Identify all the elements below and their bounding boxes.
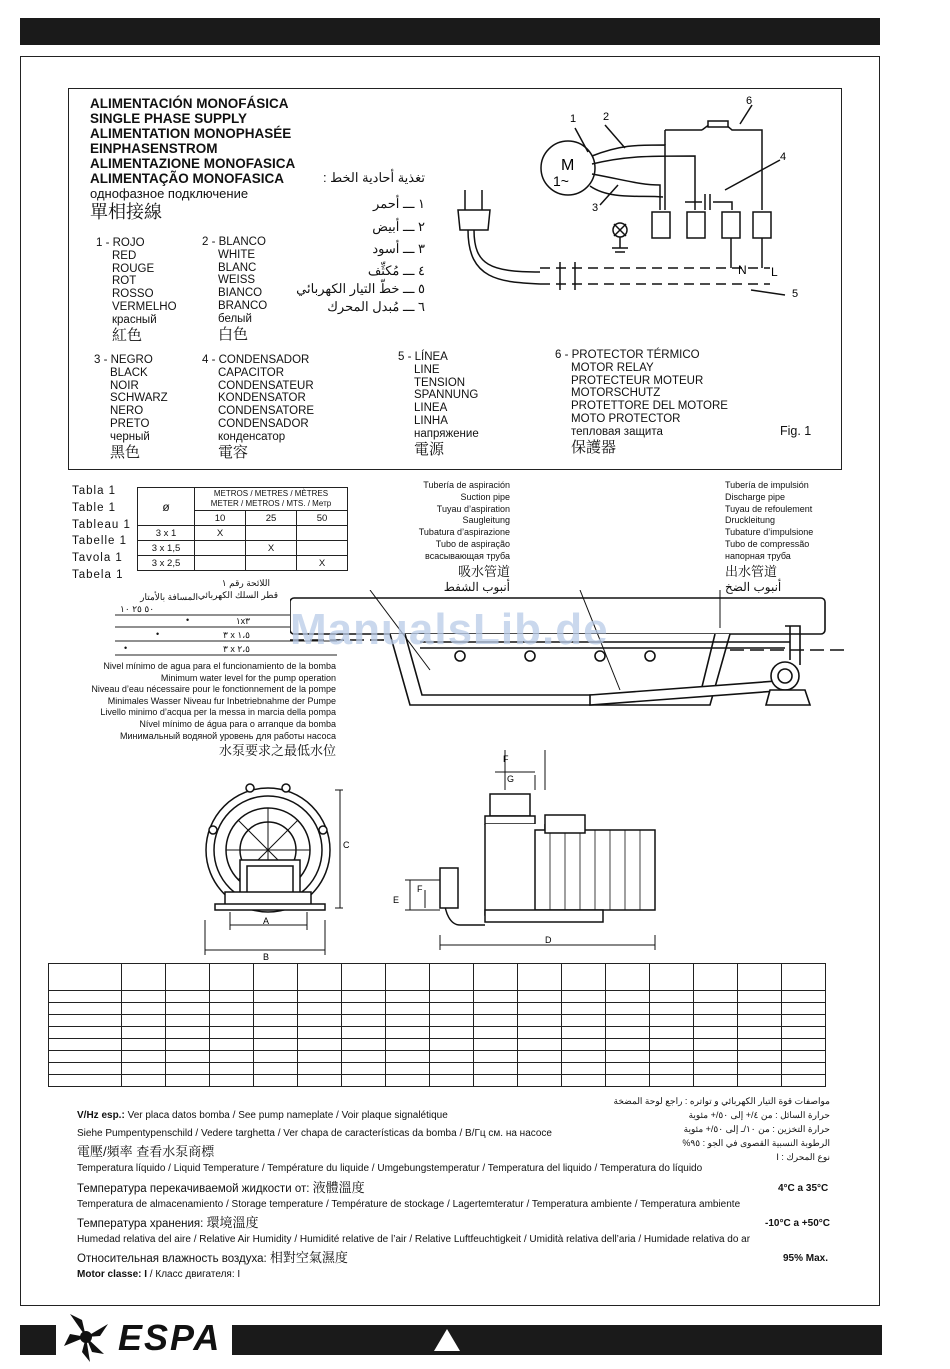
table-row [49, 1015, 826, 1027]
espa-logo-icon [60, 1310, 112, 1364]
ar-item-4: ٤ ـــ مُكثِّف [367, 263, 425, 278]
title-fr: ALIMENTATION MONOPHASÉE [90, 126, 292, 141]
table1-col-50: 50 [297, 511, 348, 526]
ar-item-2: ٢ ـــ أبيض [372, 219, 425, 234]
ar-item-3: ٣ ـــ أسود [372, 241, 425, 256]
table-row: 3 x 1,5 X [138, 541, 348, 556]
table-row [49, 1003, 826, 1015]
ar-item-5: ٥ ـــ خطّ التيار الكهربائي [296, 281, 425, 296]
legend-capacitor: 4 - CONDENSADOR CAPACITOR CONDENSATEUR KONDENSATOR CONDENSATORE CONDENSADOR конденсатор 電容 [202, 354, 315, 461]
spec-liquid: Temperatura líquido / Liquid Temperature / Température du liquide / Umgebungstemperatur / Temperatura del liquido / Temperatura do líquido [77, 1163, 703, 1174]
callout-1: 1 [570, 113, 577, 125]
title-es: ALIMENTACIÓN MONOFÁSICA [90, 96, 289, 111]
suction-pipe-labels: Tubería de aspiración Suction pipe Tuyau d’aspiration Saugleitung Tubatura d’aspirazione Tubo de aspiração всасывающая труба 吸水管道 أنبوب الشفط [418, 480, 510, 594]
terminal-l: L [771, 265, 778, 279]
spec-storage-value: -10°C a +50°C [765, 1218, 830, 1229]
table1-ar-cols: ٥٠ ٢٥ ١٠ [120, 604, 155, 614]
spec-humidity: Humedad relativa del aire / Relative Air Humidity / Humidité relative de l’air / Relative Luftfeuchtigkeit / Umidità relativa dell’aria / Humidade relativa do ar [77, 1234, 751, 1245]
motor-phase: 1~ [553, 173, 569, 189]
table-row [49, 1075, 826, 1087]
table1-ar-title: اللائحة رقم ١ [221, 578, 270, 588]
table-row [49, 1063, 826, 1075]
ar-item-6: ٦ ـــ مُبدل المحرك [327, 299, 425, 314]
title-zh: 單相接線 [90, 202, 162, 222]
spec-vhz: V/Hz esp.: Ver placa datos bomba / See pump nameplate / Voir plaque signalétique [77, 1110, 448, 1121]
legend-line: 5 - LÍNEA LINE TENSION SPANNUNG LINEA LINHA напряжение 電源 [398, 351, 479, 458]
discharge-pipe-labels: Tubería de impulsión Discharge pipe Tuyau de refoulement Druckleitung Tubature d’impulsione Tubo de compressão напорная труба 出水管道 أنبوب الضخ [725, 480, 814, 594]
table1-ar-row-3: ٢،٥ x ٣ [223, 644, 250, 654]
table-row: 3 x 2,5 X [138, 556, 348, 571]
spec-vhz-2: Siehe Pumpentypenschild / Vedere targhetta / Ver chapa de características da bomba / В/Гц см. на насосе [77, 1128, 552, 1139]
table1 [137, 487, 348, 571]
fig-label: Fig. 1 [780, 424, 812, 438]
table1-ar-dia: قطر السلك الكهربائي [197, 590, 278, 600]
title-de: EINPHASENSTROM [90, 141, 218, 156]
legend-protector: 6 - PROTECTOR TÉRMICO MOTOR RELAY PROTECTEUR MOTEUR MOTORSCHUTZ PROTETTORE DEL MOTORE MOTO PROTECTOR тепловая защита 保護器 [555, 349, 728, 456]
ar-item-1: ١ ـــ أحمر [373, 196, 425, 211]
dim-e: E [393, 895, 400, 905]
wiring-diagram [440, 90, 835, 305]
water-level-notes: Nivel mínimo de agua para el funcionamiento de la bomba Minimum water level for the pump operation Niveau d’eau nécessaire pour le fonctionnement de la pompe Minimales Wasser Niveau fur Inbetriebnahme der Pumpe Livello minimo d’acqua per la messa in marcia della pompa Nível mínimo de água para o arranque da bomba Минимальный водяной уровень для работы насоса 水泵要求之最低水位 [91, 661, 336, 759]
pump-front-view [195, 760, 365, 960]
table1-col-10: 10 [195, 511, 246, 526]
table1-ar-row-2: ١،٥ x ٣ [223, 630, 250, 640]
table1-ar-row-1: ١x٣ [235, 616, 250, 626]
table-row [49, 991, 826, 1003]
terminal-n: N [738, 263, 747, 277]
table-row: 3 x 1 X [138, 526, 348, 541]
legend-white: 2 - BLANCO WHITE BLANC WEISS BIANCO BRANCO белый 白色 [202, 236, 268, 343]
spec-arabic: مواصفات قوة التيار الكهربائي و تواتره : راجع لوحة المضخة حرارة السائل : من ٤/+ إلى ٥٠/+ مئوية حرارة التخزين : من ١٠/ـ إلى ٥٠/+ مئوية الرطوبة النسبية القصوى في الجو : ٩٥% نوع المحرك : I [613, 1096, 830, 1162]
spec-vhz-cjk: 電壓/頻率 查看水泵商標 [77, 1144, 215, 1159]
spec-storage: Temperatura de almacenamiento / Storage temperature / Température de stockage / Lagertemteratur / Temperatura ambiente / Temperatura ambiente [77, 1199, 741, 1210]
dim-d: D [545, 935, 552, 945]
dim-b: B [263, 952, 270, 960]
table1-labels: Tabla 1 Table 1 Tableau 1 Tabelle 1 Tavola 1 Tabela 1 [72, 485, 131, 581]
table1-ar-dist: المسافة بالأمتار [140, 592, 198, 602]
dim-c: C [343, 840, 350, 850]
table-row [49, 1027, 826, 1039]
footer-bar-left [20, 1325, 56, 1355]
spec-humidity-value: 95% Max. [783, 1253, 829, 1264]
table-row [49, 1039, 826, 1051]
table1-col-25: 25 [246, 511, 297, 526]
watermark: ManualsLib.de [290, 605, 609, 654]
title-pt: ALIMENTAÇÃO MONOFASICA [90, 171, 284, 186]
dim-g: G [507, 774, 515, 784]
spec-liquid-value: 4°C a 35°C [778, 1183, 829, 1194]
dimensions-table [48, 963, 826, 1087]
callout-3: 3 [592, 202, 599, 214]
legend-black: 3 - NEGRO BLACK NOIR SCHWARZ NERO PRETO черный 黑色 [94, 354, 168, 461]
table1-ar-mark-1: • [186, 615, 190, 625]
title-it: ALIMENTAZIONE MONOFASICA [90, 156, 296, 171]
callout-5: 5 [792, 288, 799, 300]
title-ru: однофазное подключение [90, 186, 249, 201]
title-en: SINGLE PHASE SUPPLY [90, 111, 248, 126]
table1-phi: ø [138, 488, 195, 526]
callout-6: 6 [746, 95, 753, 107]
motor-m: M [561, 157, 575, 174]
table1-header: METROS / METRES / MÈTRES METER / METROS / MTS. / Метр [195, 488, 348, 511]
dim-f-side: F [417, 884, 423, 894]
spec-humidity-ru: Относительная влажность воздуха: 相對空氣濕度 [77, 1250, 348, 1265]
callout-2: 2 [603, 111, 610, 123]
title-ar: تغذية أحادية الخط : [322, 170, 425, 185]
triangle-icon [432, 1327, 462, 1353]
table-row [49, 1051, 826, 1063]
callout-4: 4 [780, 151, 787, 163]
pump-side-view [385, 750, 670, 955]
legend-red: 1 - ROJO RED ROUGE ROT ROSSO VERMELHO красный 紅色 [96, 237, 177, 344]
footer-bar-right [232, 1325, 882, 1355]
spec-motor-class: Motor classe: I / Класс двигателя: I [77, 1269, 241, 1280]
header-bar [20, 18, 880, 45]
brand-logo: ESPA [118, 1317, 222, 1358]
spec-storage-ru: Температура хранения: 環境溫度 [77, 1215, 259, 1230]
table1-ar-mark-3: • [124, 643, 128, 653]
spec-liquid-ru: Температура перекачиваемой жидкости от: 液體溫度 [77, 1180, 365, 1195]
table1-ar-mark-2: • [156, 629, 160, 639]
dim-f-top: F [503, 754, 509, 764]
dim-a: A [263, 916, 270, 926]
